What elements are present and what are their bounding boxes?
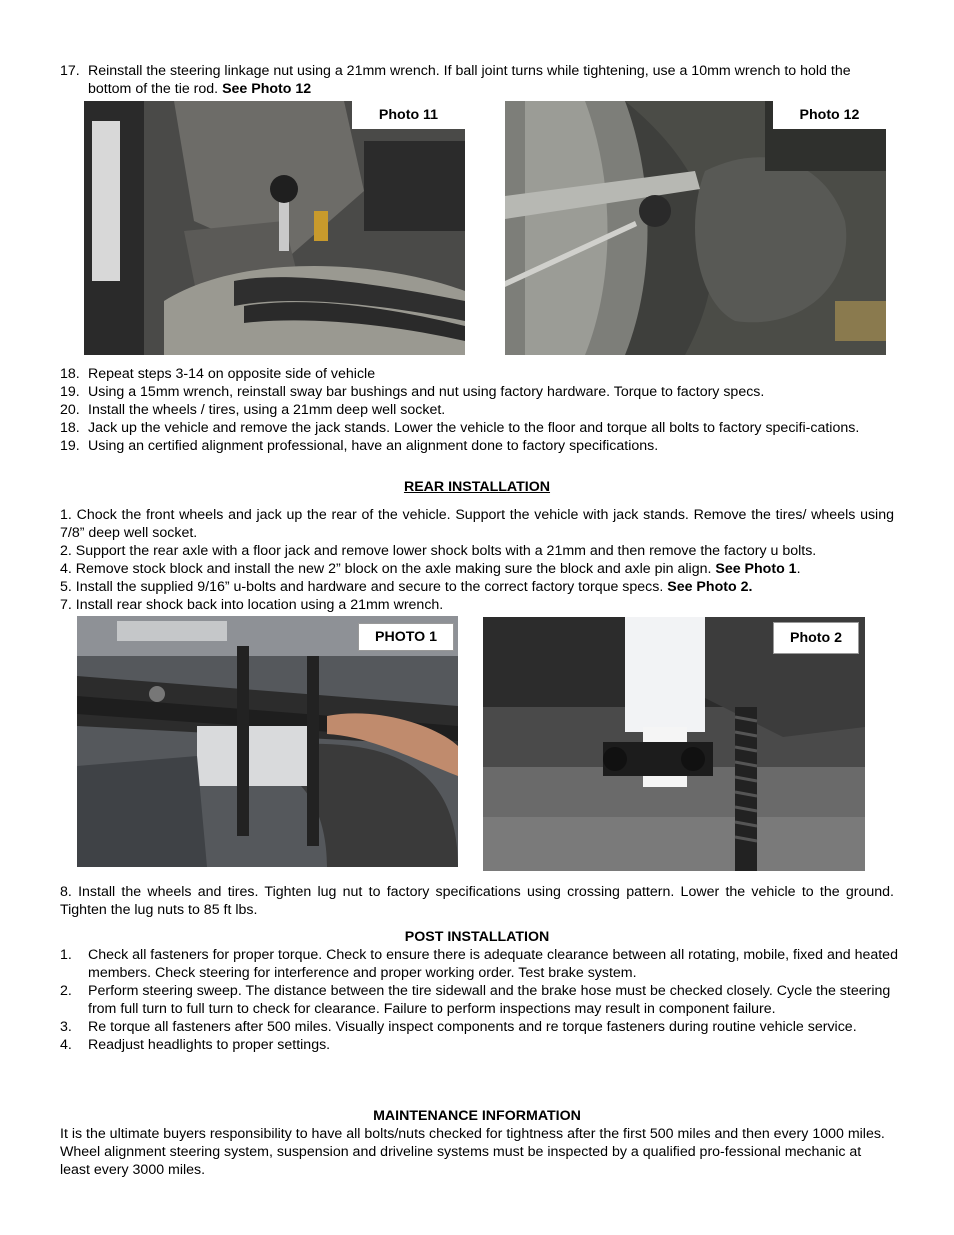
front-steps-a (60, 62, 896, 98)
list-item (60, 62, 896, 98)
step-text: Check all fasteners for proper torque. Check to ensure there is adequate clearance between all rotating, mobile, fixed and heated members. Check steering for interference and proper working order. Test brake system. (88, 947, 898, 981)
shock-absorber-photo (483, 617, 865, 871)
photo-caption: Photo 11 (352, 101, 465, 129)
front-steps-b (60, 365, 896, 455)
list-item (60, 419, 896, 437)
leaf-spring-block-photo (77, 616, 458, 867)
step-text: Jack up the vehicle and remove the jack stands. Lower the vehicle to the floor and torque all bolts to factory specifi-cations. (88, 420, 860, 436)
step-number: 17. (60, 63, 80, 79)
rear-step-2: 2. Support the rear axle with a floor jack and remove lower shock bolts with a 21mm and then remove the factory u bolts. (60, 543, 817, 559)
photo-caption: Photo 2 (773, 622, 859, 654)
list-item (60, 437, 896, 455)
list-item (60, 365, 896, 383)
step-number: 4. (60, 1037, 72, 1053)
wrench-on-tie-rod-photo (505, 101, 886, 355)
step-text: Readjust headlights to proper settings. (88, 1037, 331, 1053)
maintenance-heading: MAINTENANCE INFORMATION (373, 1108, 581, 1124)
rear-installation-heading: REAR INSTALLATION (403, 479, 551, 495)
list-item (60, 383, 896, 401)
list-item (60, 401, 896, 419)
photo-reference: See Photo 12 (222, 81, 312, 97)
list-item (60, 946, 900, 982)
step-number: 18. (60, 420, 80, 436)
photo-caption: Photo 12 (773, 101, 886, 129)
list-item (60, 1036, 900, 1054)
post-installation-heading: POST INSTALLATION (404, 929, 550, 945)
steering-linkage-photo (84, 101, 465, 355)
maintenance-text: It is the ultimate buyers responsibility to have all bolts/nuts checked for tightness after the first 500 miles and then every 1000 miles. Wheel alignment steering system, suspension and driveline systems must be inspected by a qualified pro-fessional mechanic at least every 3000 miles. (60, 1126, 885, 1178)
step-number: 19. (60, 384, 80, 400)
step-number: 1. (60, 947, 72, 963)
photo-caption: PHOTO 1 (358, 623, 454, 651)
step-text: Using an certified alignment professional, have an alignment done to factory specifications. (88, 438, 659, 454)
rear-step-4: 4. Remove stock block and install the new 2” block on the axle making sure the block and axle pin align. See Photo 1. (60, 561, 801, 577)
step-number: 19. (60, 438, 80, 454)
step-number: 20. (60, 402, 80, 418)
rear-step-8: 8. Install the wheels and tires. Tighten lug nut to factory specifications using crossing pattern. Lower the vehicle to the ground. Tighten the lug nuts to 85 ft lbs. (60, 884, 894, 918)
step-text: Install the wheels / tires, using a 21mm deep well socket. (88, 402, 446, 418)
list-item (60, 982, 900, 1018)
list-item (60, 1018, 900, 1036)
post-installation-list (60, 946, 900, 1054)
photo-reference: See Photo 2. (667, 579, 753, 595)
rear-step-1: 1. Chock the front wheels and jack up the rear of the vehicle. Support the vehicle with jack stands. Remove the tires/ wheels using 7/8” deep well socket. (60, 507, 894, 541)
rear-step-5: 5. Install the supplied 9/16” u-bolts and hardware and secure to the correct factory torque specs. See Photo 2. (60, 579, 753, 595)
step-text: Perform steering sweep. The distance between the tire sidewall and the brake hose must be checked closely. Cycle the steering from full turn to full turn to check for clearance. Failure to perform inspections may result in component failure. (88, 983, 891, 1017)
step-number: 18. (60, 366, 80, 382)
step-number: 3. (60, 1019, 72, 1035)
step-number: 2. (60, 983, 72, 999)
step-text: Repeat steps 3-14 on opposite side of vehicle (88, 366, 376, 382)
step-text: Reinstall the steering linkage nut using a 21mm wrench. If ball joint turns while tightening, use a 10mm wrench to hold the bottom of the tie rod. See Photo 12 (88, 63, 851, 97)
step-text: Re torque all fasteners after 500 miles. Visually inspect components and re torque fasteners during routine vehicle service. (88, 1019, 857, 1035)
step-text: Using a 15mm wrench, reinstall sway bar bushings and nut using factory hardware. Torque to factory specs. (88, 384, 765, 400)
rear-step-7: 7. Install rear shock back into location using a 21mm wrench. (60, 597, 444, 613)
photo-reference: See Photo 1 (715, 561, 797, 577)
